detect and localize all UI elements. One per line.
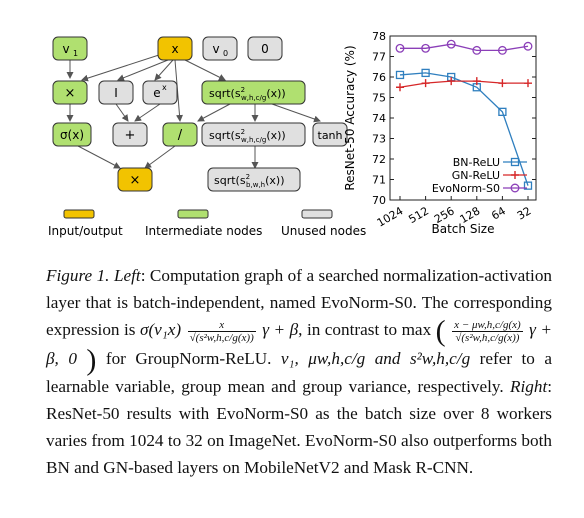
node-plus	[113, 123, 147, 146]
graph-edges	[70, 54, 320, 168]
caption-fig-label: Figure 1.	[46, 266, 110, 285]
node-v0	[203, 37, 237, 60]
x-tick-label: 512	[406, 204, 432, 227]
caption-expr2-frac	[452, 319, 523, 344]
legend-label: BN-ReLU	[452, 156, 500, 169]
legend-marker	[511, 171, 519, 179]
caption-expr1-num: x	[188, 319, 256, 332]
caption-expr1-frac	[188, 319, 256, 344]
svg-text:0: 0	[261, 42, 269, 56]
y-tick-label: 77	[372, 50, 386, 64]
legend-label: GN-ReLU	[451, 169, 500, 182]
caption-expr1-den: √(s²w,h,c/g(x))	[189, 331, 254, 344]
svg-text:1: 1	[73, 49, 79, 58]
node-sigma	[53, 123, 91, 146]
x-tick-label: 32	[514, 204, 534, 223]
caption-right-label: Right	[509, 377, 548, 397]
node-v1	[53, 37, 87, 60]
svg-text:x: x	[171, 42, 179, 56]
x-tick-label: 128	[457, 204, 483, 227]
node-sqrt-bot	[208, 168, 300, 191]
svg-text:v: v	[62, 42, 70, 56]
caption-left-label: Left	[113, 266, 141, 285]
caption-expr2-den: √(s²w,h,c/g(x))	[455, 331, 520, 344]
x-tick-label: 1024	[374, 204, 406, 230]
legend-swatch-unused	[302, 210, 332, 218]
caption-sentence-4: refer to a learnable variable, group mean and group variance, respectively.	[46, 348, 552, 397]
y-tick-label: 71	[372, 173, 386, 187]
svg-text:sqrt(s2b,w,h(x)): $sqrt(s^2$ b,w,h(x))	[214, 173, 285, 189]
x-tick-label: 64	[489, 204, 508, 223]
legend-swatch-io	[64, 210, 94, 218]
svg-text:sqrt(s2w,h,c/g(x)): $sqrt(s^2$ w,h,c/g(x))	[209, 86, 286, 102]
svg-text:I: I	[114, 86, 118, 100]
node-x	[158, 37, 192, 60]
legend-label-intermediate: Intermediate nodes	[145, 224, 263, 238]
caption-expr1-head: σ(v₁x)	[139, 320, 182, 339]
x-tick-label: 256	[432, 204, 457, 227]
x-axis-label: Batch Size	[431, 222, 495, 236]
series-gn-relu	[396, 77, 532, 91]
legend-label-io: Input/output	[48, 224, 123, 238]
y-tick-label: 75	[372, 91, 386, 105]
data-point	[422, 79, 430, 87]
figure-svg	[0, 0, 584, 250]
caption-vars: v₁, μw,h,c/g and s²w,h,c/g	[280, 348, 471, 368]
y-tick-label: 72	[372, 153, 386, 166]
y-tick-label: 76	[372, 71, 386, 84]
caption-expr2-num: x − μw,h,c/g(x)	[454, 318, 521, 331]
node-mul1	[53, 81, 87, 104]
node-identity	[99, 81, 133, 104]
legend-label: EvoNorm-S0	[431, 182, 500, 195]
legend-label-unused: Unused nodes	[281, 224, 367, 238]
data-point	[524, 79, 532, 87]
chart-legend	[432, 156, 527, 195]
node-zero	[248, 37, 282, 60]
node-exp	[143, 81, 177, 104]
series-evonorm-s0	[396, 40, 532, 54]
y-axis-label: ResNet-50 Accuracy (%)	[343, 45, 357, 191]
accuracy-chart	[343, 30, 536, 236]
y-tick-label: 74	[372, 112, 386, 125]
caption-sentence-3: for GroupNorm-ReLU.	[105, 348, 272, 368]
node-sqrt-mid	[202, 123, 305, 146]
data-point	[396, 83, 404, 91]
svg-text:x: x	[162, 83, 167, 92]
caption-expr1-tail: γ + β	[262, 320, 299, 339]
figure-area	[0, 0, 584, 250]
svg-text:sqrt(s2w,h,c/g(x)): $sqrt(s^2$ w,h,c/g(x))	[209, 128, 286, 144]
node-tanh	[313, 123, 347, 146]
legend-swatch-intermediate	[178, 210, 208, 218]
svg-text:+: +	[124, 128, 136, 143]
svg-text:e: e	[153, 86, 161, 100]
y-tick-label: 70	[372, 194, 386, 207]
caption-paren-close: )	[86, 343, 97, 377]
caption-paren-open: (	[435, 314, 446, 348]
figure-caption	[46, 262, 552, 481]
svg-text:×: ×	[64, 86, 76, 101]
node-div	[163, 123, 197, 146]
y-tick-label: 73	[372, 132, 386, 146]
graph-legend	[48, 210, 366, 238]
svg-text:×: ×	[129, 173, 141, 188]
svg-text:/: /	[177, 128, 183, 143]
caption-sentence-2: , in contrast to max	[298, 320, 432, 339]
svg-text:σ(x): σ(x)	[59, 128, 85, 142]
data-point	[498, 79, 506, 87]
node-mul2	[118, 168, 152, 191]
svg-text:v: v	[212, 42, 220, 56]
y-tick-label: 78	[372, 30, 386, 43]
caption-sentence-1: : Computation graph of a searched normalization-activation layer that is batch-independent, named EvoNorm-S0. The corresponding expression is	[46, 266, 553, 339]
svg-text:tanh: tanh	[317, 129, 343, 142]
node-sqrt-top	[202, 81, 305, 104]
svg-text:0: 0	[223, 49, 229, 58]
series-line	[400, 44, 528, 50]
caption-sentence-5: : ResNet-50 results with EvoNorm-S0 as the batch size over 8 workers varies from 1024 to 32 on ImageNet. EvoNorm-S0 also outperforms both BN and GN-based layers on MobileNetV2 and Mask R-CNN.	[46, 377, 553, 478]
caption-expr2-tail: γ + β, 0	[46, 320, 553, 368]
